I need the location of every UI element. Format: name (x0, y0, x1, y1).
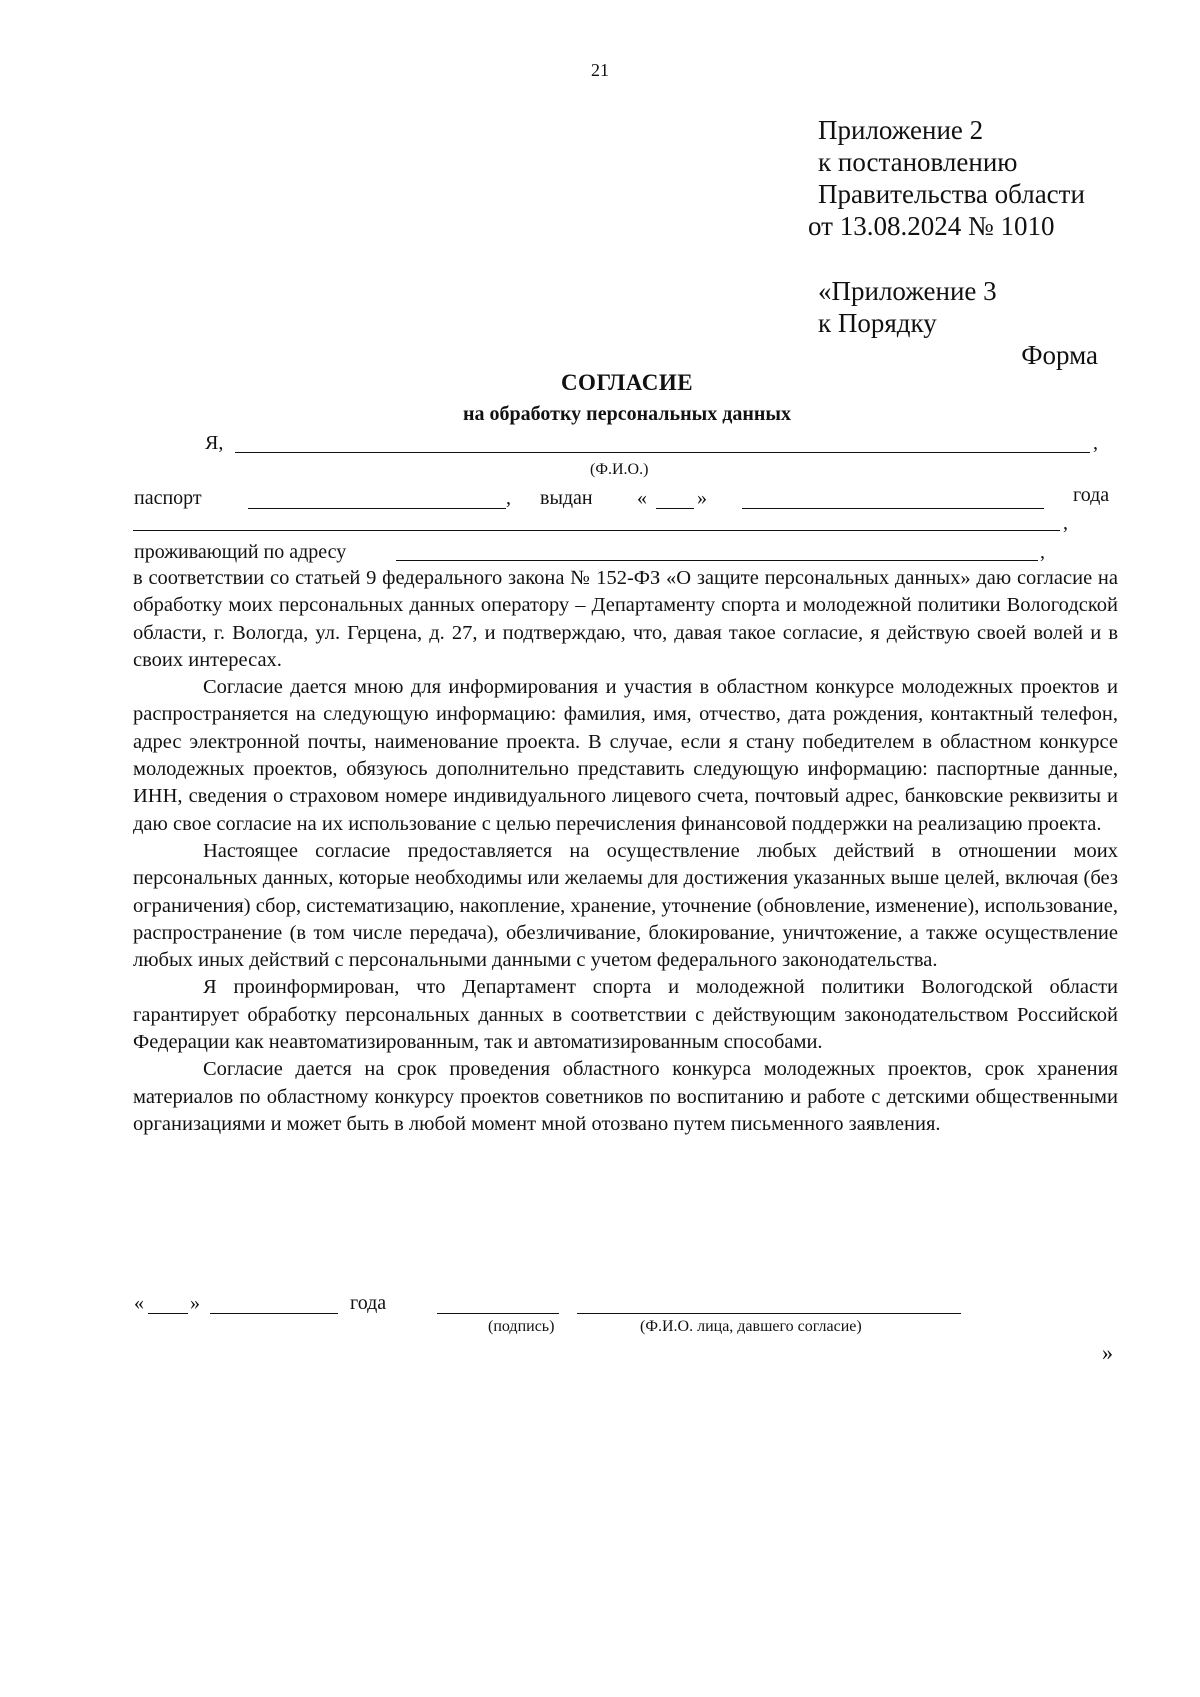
passport-label: паспорт (134, 487, 202, 509)
issued-open-quote: « (637, 487, 647, 509)
address-label: проживающий по адресу (134, 541, 347, 563)
fio-comma: , (1093, 432, 1098, 454)
appendix-block (808, 114, 1085, 242)
issued-by-comma: , (1063, 512, 1068, 534)
fio-input-line[interactable] (235, 452, 1090, 453)
end-quote: » (1102, 1340, 1113, 1365)
passport-comma: , (506, 487, 511, 509)
signature-open-quote: « (134, 1292, 144, 1314)
paragraph-guarantee: Я проинформирован, что Департамент спорта и молодежной политики Вологодской области гарантирует обработку персональных данных в соответствии с действующим законодательством Российской Федерации как неавтоматизированным, так и автоматизированным способами. (133, 976, 1118, 1054)
signature-fio-caption: (Ф.И.О. лица, давшего согласие) (640, 1318, 862, 1335)
signature-day-line[interactable] (148, 1313, 188, 1314)
signature-sign-caption: (подпись) (488, 1318, 555, 1335)
issued-month-line[interactable] (742, 508, 1044, 509)
signature-sign-line[interactable] (437, 1313, 559, 1314)
i-label: Я, (205, 432, 224, 454)
signature-fio-line[interactable] (577, 1313, 961, 1314)
appendix-line-1: Приложение 2 (818, 115, 984, 145)
document-subtitle: на обработку персональных данных (463, 403, 791, 425)
issued-day-line[interactable] (656, 508, 694, 509)
page-number: 21 (591, 60, 609, 80)
consent-body (133, 565, 1118, 1138)
document-title: СОГЛАСИЕ (560, 370, 694, 395)
order-appendix-block (818, 275, 997, 339)
issued-label: выдан (540, 487, 593, 509)
appendix-line-2: к постановлению (818, 147, 1018, 177)
signature-month-line[interactable] (210, 1313, 338, 1314)
paragraph-legal-basis: в соответствии со статьей 9 федерального закона № 152-ФЗ «О защите персональных данных» даю согласие на обработку моих персональных данных оператору – Департаменту спорта и молодежной политики Вологодской области, г. Вологда, ул. Герцена, д. 27, и подтверждаю, что, давая такое согласие, я действую своей волей и в своих интересах. (133, 567, 1118, 671)
address-comma: , (1040, 541, 1045, 563)
issued-close-quote: » (697, 487, 707, 509)
order-appendix-line-2: к Порядку (818, 308, 937, 338)
paragraph-term: Согласие дается на срок проведения областного конкурса молодежных проектов, срок хранения материалов по областному конкурсу проектов советников по воспитанию и работе с детскими общественными организациями и может быть в любой момент мной отозвано путем письменного заявления. (133, 1058, 1118, 1135)
issued-by-line[interactable] (133, 530, 1060, 531)
form-label: Форма (1021, 340, 1098, 370)
paragraph-actions: Настоящее согласие предоставляется на осуществление любых действий в отношении моих персональных данных, которые необходимы или желаемы для достижения указанных выше целей, включая (без ограничения) сбор, систематизацию, накопление, хранение, уточнение (обновление, изменение), использование, распространение (в том числе передача), обезличивание, блокирование, уничтожение, а также осуществление любых иных действий с персональными данными с учетом федерального законодательства. (133, 839, 1118, 972)
appendix-line-4: от 13.08.2024 № 1010 (808, 211, 1055, 241)
signature-year-label: года (350, 1292, 387, 1314)
fio-caption: (Ф.И.О.) (590, 461, 649, 478)
signature-close-quote: » (190, 1292, 200, 1314)
passport-number-line[interactable] (248, 508, 506, 509)
address-input-line[interactable] (396, 560, 1038, 561)
appendix-line-3: Правительства области (818, 179, 1085, 209)
issued-year-label: года (1073, 484, 1110, 506)
paragraph-purpose: Согласие дается мною для информирования и участия в областном конкурсе молодежных проектов и распространяется на следующую информацию: фамилия, имя, отчество, дата рождения, контактный телефон, адрес электронной почты, наименование проекта. В случае, если я стану победителем в областном конкурсе молодежных проектов, обязуюсь дополнительно представить следующую информацию: паспортные данные, ИНН, сведения о страховом номере индивидуального лицевого счета, почтовый адрес, банковские реквизиты и даю свое согласие на их использование с целью перечисления финансовой поддержки на реализацию проекта. (133, 676, 1118, 835)
order-appendix-line-1: «Приложение 3 (818, 276, 997, 306)
